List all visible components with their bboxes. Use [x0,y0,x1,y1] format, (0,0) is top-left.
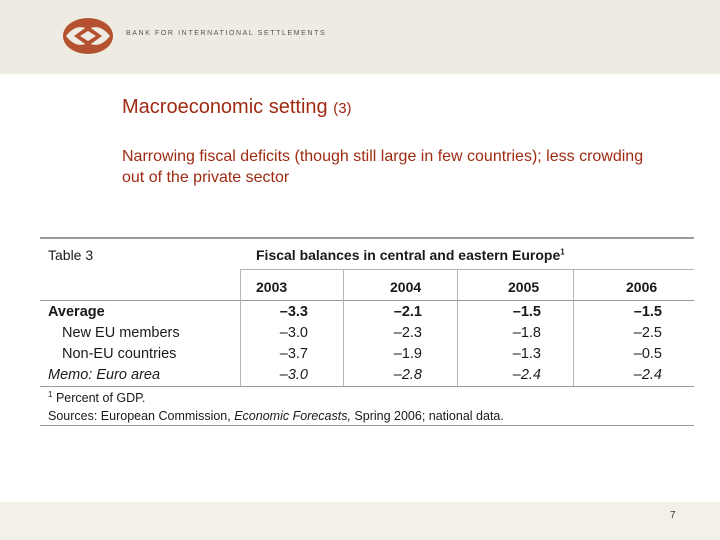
footer-band [0,502,720,540]
cell-value: –2.1 [393,304,422,320]
caption-footnote-mark: 1 [560,247,565,257]
cell-value: –3.3 [279,304,308,320]
cell-value: –3.0 [279,325,308,341]
table-footnote [48,390,145,405]
page-number: 7 [670,510,676,521]
year-header: 2006 [626,279,658,295]
body-divider [457,300,458,386]
slide-title-text: Macroeconomic setting [122,96,328,118]
footnote-marker: 1 [48,390,53,399]
cell-value: –3.0 [279,367,308,383]
body-divider [240,300,241,386]
header-divider [240,269,241,300]
cell-value: –1.3 [512,346,541,362]
caption-rule [240,269,694,270]
bis-logo-icon [62,17,114,55]
table-top-rule [40,237,694,239]
cell-value: –2.5 [633,325,662,341]
cell-value: –3.7 [279,346,308,362]
organization-name: BANK FOR INTERNATIONAL SETTLEMENTS [126,30,327,37]
header-divider [343,269,344,300]
header-divider [457,269,458,300]
cell-value: –2.3 [393,325,422,341]
cell-value: –1.5 [633,304,662,320]
table-caption-text: Fiscal balances in central and eastern Europe [256,247,561,263]
cell-value: –2.8 [393,367,422,383]
sources-publication: Economic Forecasts, [234,409,351,423]
header-band [0,0,720,74]
cell-value: –2.4 [633,367,662,383]
year-header: 2003 [256,279,288,295]
table-bottom-rule [40,425,694,426]
year-header: 2004 [390,279,422,295]
cell-value: –0.5 [633,346,662,362]
row-label: Non-EU countries [62,346,177,362]
slide-title [122,96,352,119]
footnote-text: Percent of GDP. [55,391,146,406]
sources-suffix: Spring 2006; national data. [354,409,504,423]
row-label: Memo: Euro area [48,367,161,383]
body-bottom-rule [40,386,694,387]
body-divider [573,300,574,386]
cell-value: –1.9 [393,346,422,362]
table-sources [48,409,504,423]
cell-value: –1.8 [512,325,541,341]
slide-title-suffix: (3) [333,100,352,117]
table-label: Table 3 [48,247,94,263]
sources-prefix: Sources: European Commission, [48,409,231,423]
cell-value: –1.5 [512,304,541,320]
header-divider [573,269,574,300]
header-rule [40,300,694,301]
year-header: 2005 [508,279,540,295]
body-divider [343,300,344,386]
slide-subtitle: Narrowing fiscal deficits (though still large in few countries); less crowding out of the private sector [122,148,644,186]
table-caption [256,247,565,263]
cell-value: –2.4 [512,367,541,383]
row-label: Average [48,304,105,320]
row-label: New EU members [62,325,180,341]
